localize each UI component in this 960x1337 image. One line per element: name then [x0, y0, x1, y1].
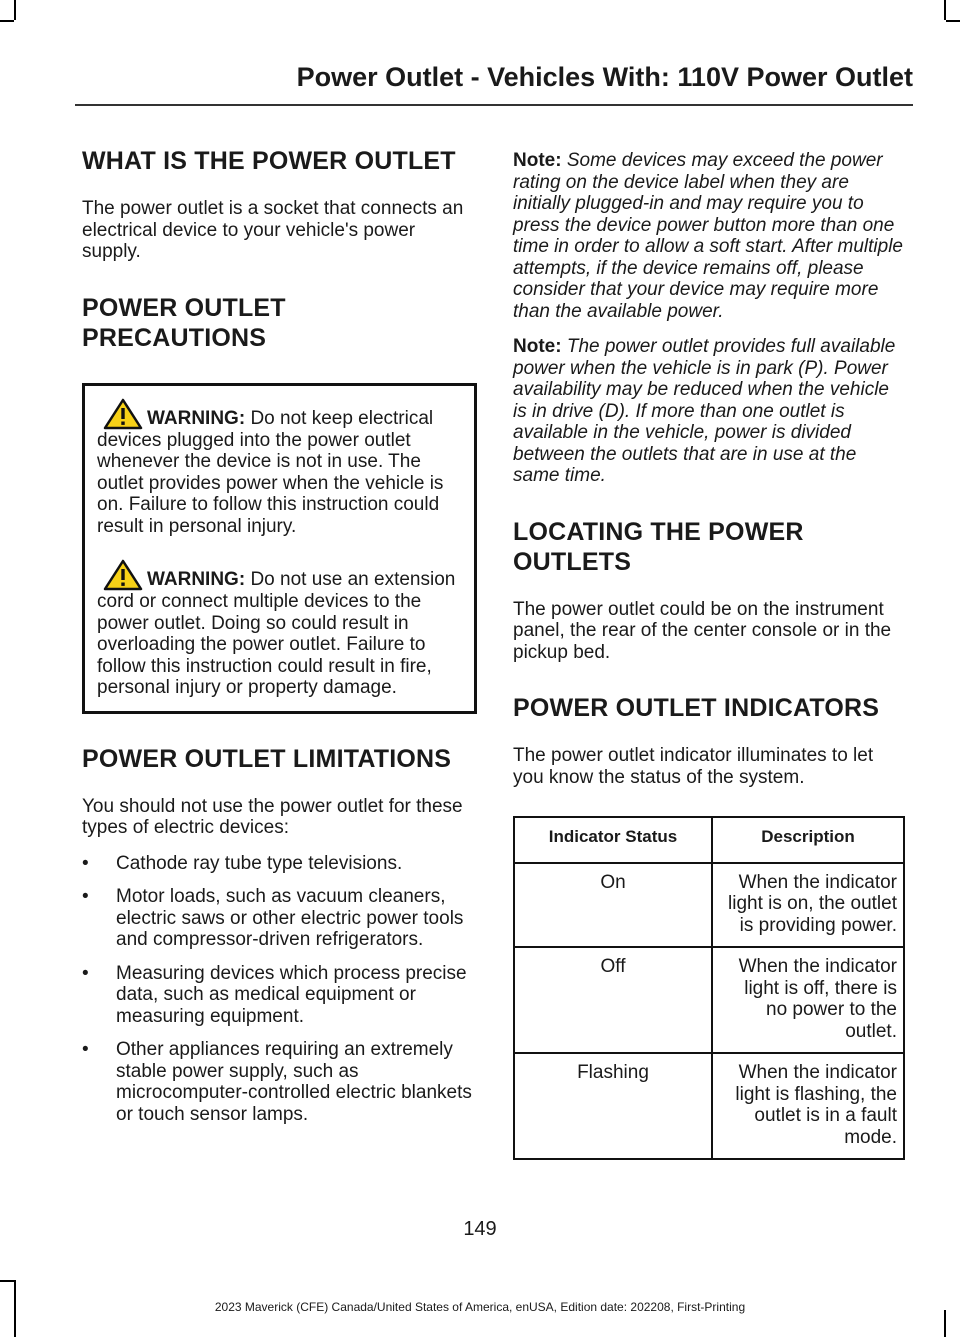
heading-line: OUTLETS [513, 547, 632, 576]
crop-mark [14, 0, 16, 20]
section-body: You should not use the power outlet for these types of electric devices: [82, 795, 463, 838]
warning-label: WARNING: [147, 407, 246, 429]
section-heading: POWER OUTLET INDICATORS [513, 694, 880, 722]
table-cell: When the indicator light is on, the outlet is providing power. [712, 863, 904, 948]
list-item: • Measuring devices which process precise data, such as medical equipment or measuring equipment. [82, 963, 474, 1028]
left-column [82, 146, 474, 1137]
warning-text: Do not keep electrical devices plugged into the power outlet whenever the device is not in use. The outlet provides power when the vehicle is on. Failure to follow this instruction could result in personal injury. [97, 407, 444, 537]
table-header: Description [712, 817, 904, 863]
warning-item [97, 398, 464, 538]
note-label: Note: [513, 336, 562, 357]
table-cell: Flashing [514, 1053, 712, 1159]
list-item: • Cathode ray tube type televisions. [82, 853, 474, 875]
table-row [514, 947, 904, 1053]
crop-mark [946, 20, 960, 22]
footer-edition-info: 2023 Maverick (CFE) Canada/United States of America, enUSA, Edition date: 202208, First-Printing [214, 1300, 746, 1314]
list-item: • Other appliances requiring an extremely stable power supply, such as microcomputer-controlled electric blankets or touch sensor lamps. [82, 1039, 474, 1125]
section-heading [82, 293, 474, 353]
section-heading [513, 517, 905, 577]
note-text: The power outlet provides full available power when the vehicle is in park (P). Power availability may be reduced when the vehicle is in drive (D). If more than one outlet is available in the vehicle, power is divided between the outlets that are in use at the same time. [513, 336, 896, 486]
note-label: Note: [513, 150, 562, 171]
bullet-list [82, 853, 474, 1126]
heading-line: PRECAUTIONS [82, 323, 267, 352]
note [513, 336, 905, 487]
page-number: 149 [463, 1218, 497, 1240]
list-item: • Motor loads, such as vacuum cleaners, electric saws or other electric power tools and compressor-driven refrigerators. [82, 886, 474, 951]
note [513, 150, 905, 322]
heading-line: LOCATING THE POWER [513, 517, 804, 546]
table-cell: When the indicator light is flashing, the outlet is in a fault mode. [712, 1053, 904, 1159]
crop-mark [0, 20, 14, 22]
table-header: Indicator Status [514, 817, 712, 863]
table-cell: Off [514, 947, 712, 1053]
crop-mark [0, 1280, 14, 1282]
warning-box [82, 383, 477, 714]
page-title: Power Outlet - Vehicles With: 110V Power Outlet [296, 62, 913, 92]
crop-mark [944, 0, 946, 20]
section-heading: POWER OUTLET LIMITATIONS [82, 744, 452, 773]
heading-line: POWER OUTLET [82, 293, 286, 322]
section-body: The power outlet is a socket that connects an electrical device to your vehicle's power supply. [82, 198, 464, 262]
section-heading: WHAT IS THE POWER OUTLET [82, 147, 456, 175]
section-body: The power outlet could be on the instrument panel, the rear of the center console or in the pickup bed. [513, 598, 892, 663]
right-column [513, 150, 905, 1160]
table-header-row [514, 817, 904, 863]
header-divider [75, 104, 913, 106]
indicator-table [513, 816, 905, 1160]
warning-triangle-icon [103, 559, 143, 591]
note-text: Some devices may exceed the power rating on the device label when they are initially plugged-in and may require you to press the device power button more than one time in order to allow a soft start. After multiple attempts, if the device remains off, please consider that your device may require more than the available power. [513, 150, 904, 322]
section-body: The power outlet indicator illuminates to let you know the status of the system. [513, 745, 874, 788]
table-cell: On [514, 863, 712, 948]
table-row [514, 863, 904, 948]
warning-triangle-icon [103, 398, 143, 430]
warning-item [97, 559, 464, 699]
table-row [514, 1053, 904, 1159]
warning-text: Do not use an extension cord or connect multiple devices to the power outlet. Doing so could result in overloading the power outlet. Failure to follow this instruction could result in fire, personal injury or property damage. [97, 569, 456, 698]
warning-label: WARNING: [147, 569, 246, 590]
table-cell: When the indicator light is off, there is no power to the outlet. [712, 947, 904, 1053]
crop-mark [944, 1310, 946, 1337]
